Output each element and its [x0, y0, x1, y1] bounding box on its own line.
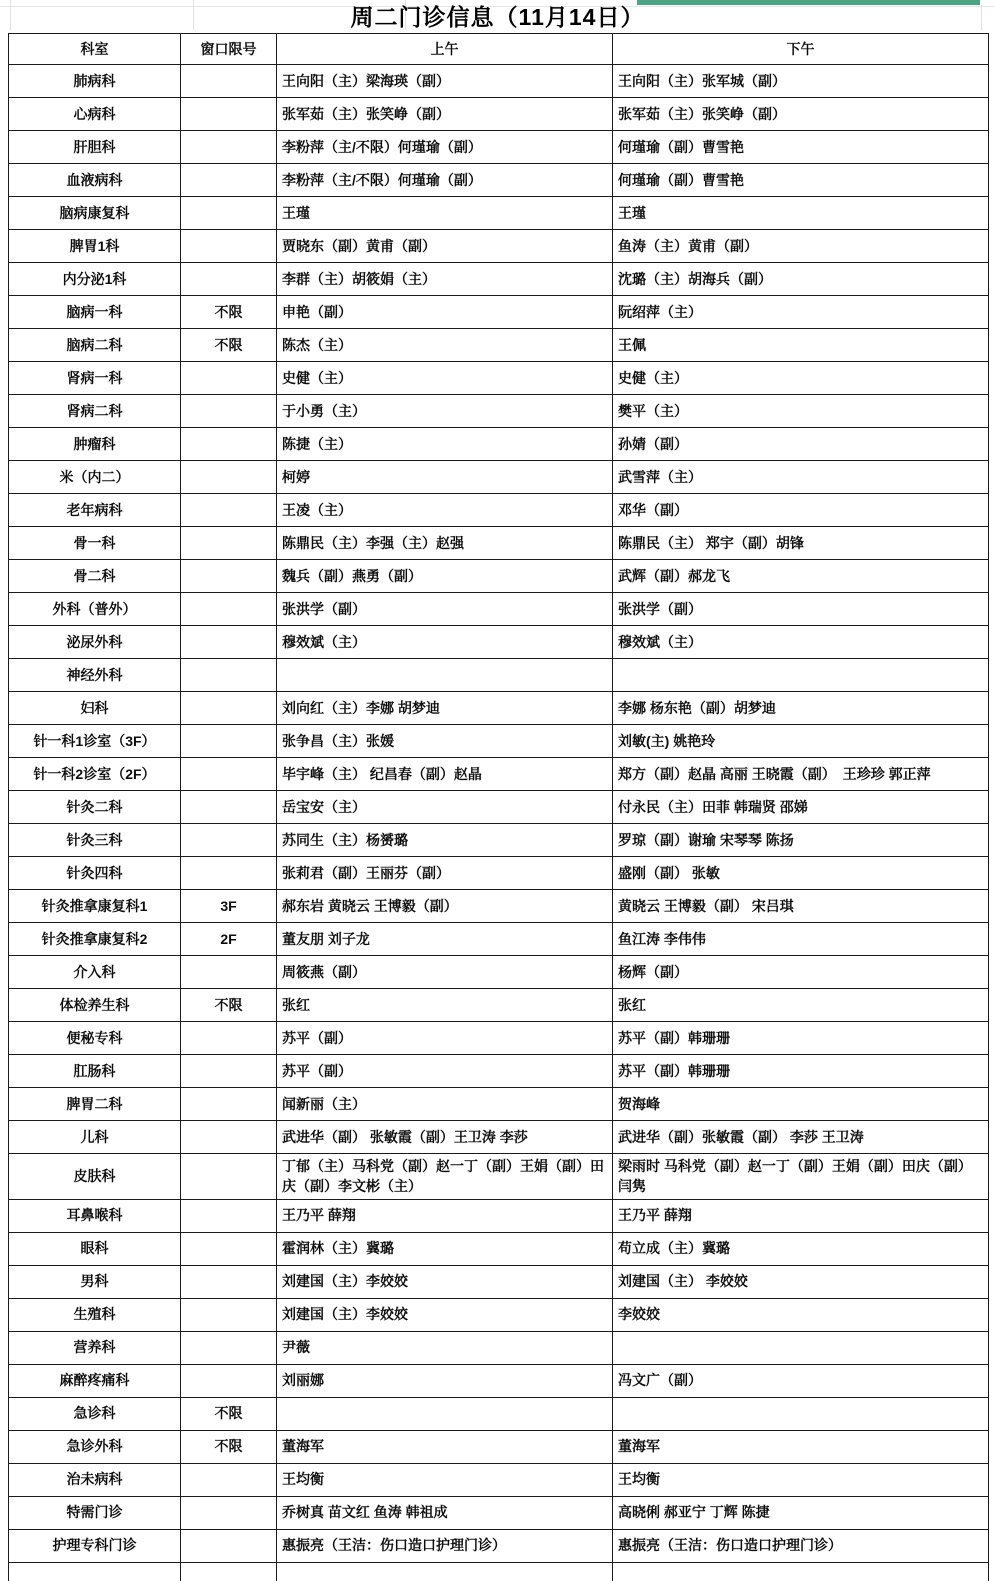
table-row [9, 1055, 989, 1088]
cell-morning: 刘建国（主）李姣姣 [277, 1298, 613, 1331]
cell-afternoon: 王瑾 [613, 197, 989, 230]
cell-department: 体检养生科 [9, 989, 181, 1022]
cell-afternoon: 沈璐（主）胡海兵（副） [613, 263, 989, 296]
cell-afternoon: 贺海峰 [613, 1088, 989, 1121]
cell-morning: 王瑾 [277, 197, 613, 230]
table-row [9, 857, 989, 890]
cell-window-limit [181, 131, 277, 164]
cell-window-limit [181, 791, 277, 824]
cell-department: 血液病科 [9, 164, 181, 197]
cell-window-limit [181, 164, 277, 197]
cell-window-limit [181, 1331, 277, 1364]
cell-window-limit [181, 362, 277, 395]
cell-window-limit [181, 494, 277, 527]
cell-morning: 张莉君（副）王丽芬（副） [277, 857, 613, 890]
cell-afternoon: 樊平（主） [613, 395, 989, 428]
cell-department: 妇科 [9, 692, 181, 725]
table-row [9, 890, 989, 923]
cell-afternoon: 阮绍萍（主） [613, 296, 989, 329]
cell-morning: 柯婷 [277, 461, 613, 494]
cell-window-limit [181, 857, 277, 890]
table-row [9, 725, 989, 758]
cell-afternoon: 郑方（副）赵晶 高丽 王晓霞（副） 王珍珍 郭正萍 [613, 758, 989, 791]
table-row [9, 593, 989, 626]
cell-afternoon: 武雪萍（主） [613, 461, 989, 494]
cell-window-limit: 3F [181, 890, 277, 923]
cell-department: 麻醉疼痛科 [9, 1364, 181, 1397]
cell-afternoon: 罗琼（副）谢瑜 宋琴琴 陈扬 [613, 824, 989, 857]
cell-department: 针灸推拿康复科2 [9, 923, 181, 956]
cell-window-limit [181, 1232, 277, 1265]
table-row [9, 527, 989, 560]
cell-morning: 陈捷（主） [277, 428, 613, 461]
cell-department: 泌尿外科 [9, 626, 181, 659]
cell-morning: 闻新丽（主） [277, 1088, 613, 1121]
cell-department: 骨一科 [9, 527, 181, 560]
table-row [9, 1265, 989, 1298]
table-row [9, 1496, 989, 1529]
cell-window-limit [181, 98, 277, 131]
table-row [9, 494, 989, 527]
cell-afternoon: 冯文广（副） [613, 1364, 989, 1397]
header-morning: 上午 [277, 34, 613, 65]
cell-morning: 尹薇 [277, 1331, 613, 1364]
outpatient-schedule-table [8, 33, 989, 1581]
cell-department: 脾胃二科 [9, 1088, 181, 1121]
cell-department: 急诊外科 [9, 1430, 181, 1463]
cell-morning: 李粉萍（主/不限）何瑾瑜（副） [277, 164, 613, 197]
table-row [9, 1430, 989, 1463]
cell-window-limit [181, 527, 277, 560]
table-row [9, 461, 989, 494]
cell-afternoon: 孙婧（副） [613, 428, 989, 461]
table-row [9, 1154, 989, 1200]
cell-window-limit [181, 824, 277, 857]
cell-window-limit [181, 1121, 277, 1154]
cell-afternoon: 黄晓云 王博毅（副） 宋吕琪 [613, 890, 989, 923]
cell-department: 肿瘤科 [9, 428, 181, 461]
cell-afternoon: 史健（主） [613, 362, 989, 395]
cell-department: 肾病一科 [9, 362, 181, 395]
cell-department: 肛肠科 [9, 1055, 181, 1088]
cell-afternoon: 何瑾瑜（副）曹雪艳 [613, 164, 989, 197]
cell-morning: 郝东岩 黄晓云 王博毅（副） [277, 890, 613, 923]
cell-department: 脑病二科 [9, 329, 181, 362]
cell-window-limit [181, 230, 277, 263]
table-row [9, 1088, 989, 1121]
table-row [9, 1199, 989, 1232]
cell-department: 肺病科 [9, 65, 181, 98]
cell-window-limit [181, 1364, 277, 1397]
table-row [9, 1022, 989, 1055]
table-row [9, 626, 989, 659]
table-row [9, 1529, 989, 1562]
table-row [9, 758, 989, 791]
cell-afternoon: 盛刚（副） 张敏 [613, 857, 989, 890]
cell-afternoon: 苏平（副）韩珊珊 [613, 1055, 989, 1088]
cell-afternoon: 刘建国（主） 李姣姣 [613, 1265, 989, 1298]
cell-department: 脑病康复科 [9, 197, 181, 230]
cell-afternoon: 李娜 杨东艳（副）胡梦迪 [613, 692, 989, 725]
cell-morning: 王均衡 [277, 1463, 613, 1496]
table-row [9, 296, 989, 329]
cell-morning: 穆效斌（主） [277, 626, 613, 659]
cell-window-limit [181, 1088, 277, 1121]
cell-afternoon: 张红 [613, 989, 989, 1022]
cell-afternoon: 刘敏(主) 姚艳玲 [613, 725, 989, 758]
cell-morning: 刘向红（主）李娜 胡梦迪 [277, 692, 613, 725]
cell-afternoon [613, 1331, 989, 1364]
table-row [9, 230, 989, 263]
cell-department: 针一科1诊室（3F） [9, 725, 181, 758]
cell-morning: 乔树真 苗文红 鱼涛 韩祖成 [277, 1496, 613, 1529]
cell-window-limit: 不限 [181, 329, 277, 362]
cell-morning: 张争昌（主）张媛 [277, 725, 613, 758]
cell-afternoon: 何瑾瑜（副）曹雪艳 [613, 131, 989, 164]
cell-afternoon: 杨辉（副） [613, 956, 989, 989]
cell-morning [277, 659, 613, 692]
cell-afternoon: 武辉（副）郝龙飞 [613, 560, 989, 593]
cell-department: 神经外科 [9, 659, 181, 692]
table-row [9, 692, 989, 725]
cell-afternoon: 陈鼎民（主） 郑宇（副）胡锋 [613, 527, 989, 560]
cell-window-limit [181, 593, 277, 626]
cell-morning: 董友朋 刘子龙 [277, 923, 613, 956]
cell-department: 针一科2诊室（2F） [9, 758, 181, 791]
cell-morning: 王向阳（主）梁海瑛（副） [277, 65, 613, 98]
cell-morning: 董海军 [277, 1430, 613, 1463]
cell-department: 针灸三科 [9, 824, 181, 857]
cell-window-limit [181, 692, 277, 725]
cell-afternoon: 梁雨时 马科党（副）赵一丁（副）王娟（副）田庆（副）闫隽 [613, 1154, 989, 1200]
cell-department: 眼科 [9, 1232, 181, 1265]
table-row [9, 1331, 989, 1364]
cell-department: 内分泌1科 [9, 263, 181, 296]
empty-cell [613, 1562, 989, 1581]
cell-department: 骨二科 [9, 560, 181, 593]
cell-morning: 王凌（主） [277, 494, 613, 527]
cell-window-limit: 2F [181, 923, 277, 956]
cell-department: 生殖科 [9, 1298, 181, 1331]
cell-morning: 张洪学（副） [277, 593, 613, 626]
empty-cell [9, 1562, 181, 1581]
table-row [9, 824, 989, 857]
cell-afternoon: 付永民（主）田菲 韩瑞贤 邵娣 [613, 791, 989, 824]
cell-afternoon [613, 659, 989, 692]
cell-department: 肝胆科 [9, 131, 181, 164]
table-row [9, 395, 989, 428]
cell-morning: 武进华（副） 张敏霞（副）王卫涛 李莎 [277, 1121, 613, 1154]
schedule-body [9, 65, 989, 1563]
cell-window-limit [181, 758, 277, 791]
cell-morning: 刘丽娜 [277, 1364, 613, 1397]
cell-morning: 于小勇（主） [277, 395, 613, 428]
cell-afternoon: 穆效斌（主） [613, 626, 989, 659]
table-row [9, 1121, 989, 1154]
cell-afternoon: 王均衡 [613, 1463, 989, 1496]
cell-afternoon: 鱼涛（主）黄甫（副） [613, 230, 989, 263]
table-row [9, 65, 989, 98]
cell-afternoon: 张军茹（主）张笑峥（副） [613, 98, 989, 131]
table-row [9, 1364, 989, 1397]
cell-morning: 申艳（副） [277, 296, 613, 329]
cell-window-limit [181, 725, 277, 758]
cell-department: 皮肤科 [9, 1154, 181, 1200]
cell-window-limit [181, 197, 277, 230]
cell-afternoon: 王向阳（主）张军城（副） [613, 65, 989, 98]
cell-department: 针灸推拿康复科1 [9, 890, 181, 923]
cell-morning: 贾晓东（副）黄甫（副） [277, 230, 613, 263]
cell-afternoon: 苟立成（主）冀璐 [613, 1232, 989, 1265]
table-row [9, 131, 989, 164]
cell-department: 米（内二） [9, 461, 181, 494]
cell-window-limit [181, 263, 277, 296]
cell-window-limit: 不限 [181, 1397, 277, 1430]
cell-morning: 陈鼎民（主）李强（主）赵强 [277, 527, 613, 560]
cell-department: 耳鼻喉科 [9, 1199, 181, 1232]
cell-morning: 魏兵（副）燕勇（副） [277, 560, 613, 593]
cell-window-limit [181, 1199, 277, 1232]
cell-window-limit: 不限 [181, 989, 277, 1022]
cell-morning: 惠振亮（王洁：伤口造口护理门诊） [277, 1529, 613, 1562]
cell-window-limit [181, 395, 277, 428]
header-row [9, 34, 989, 65]
table-row [9, 989, 989, 1022]
cell-morning: 张红 [277, 989, 613, 1022]
table-row [9, 1397, 989, 1430]
table-row [9, 98, 989, 131]
table-row [9, 923, 989, 956]
cell-morning: 岳宝安（主） [277, 791, 613, 824]
cell-afternoon: 武进华（副）张敏霞（副） 李莎 王卫涛 [613, 1121, 989, 1154]
table-row [9, 560, 989, 593]
cell-morning: 毕宇峰（主） 纪昌春（副）赵晶 [277, 758, 613, 791]
table-row [9, 329, 989, 362]
cell-department: 脑病一科 [9, 296, 181, 329]
cell-morning: 陈杰（主） [277, 329, 613, 362]
cell-department: 男科 [9, 1265, 181, 1298]
cell-window-limit [181, 461, 277, 494]
cell-morning: 李粉萍（主/不限）何瑾瑜（副） [277, 131, 613, 164]
cell-afternoon: 苏平（副）韩珊珊 [613, 1022, 989, 1055]
cell-window-limit: 不限 [181, 1430, 277, 1463]
cell-afternoon: 邓华（副） [613, 494, 989, 527]
empty-cell [181, 1562, 277, 1581]
header-department: 科室 [9, 34, 181, 65]
table-row [9, 1463, 989, 1496]
cell-department: 儿科 [9, 1121, 181, 1154]
cell-morning: 丁郁（主）马科党（副）赵一丁（副）王娟（副）田庆（副）李文彬（主） [277, 1154, 613, 1200]
cell-department: 针灸二科 [9, 791, 181, 824]
table-row [9, 362, 989, 395]
table-row [9, 791, 989, 824]
table-row [9, 164, 989, 197]
cell-department: 肾病二科 [9, 395, 181, 428]
cell-afternoon: 鱼江涛 李伟伟 [613, 923, 989, 956]
cell-morning: 苏平（副） [277, 1055, 613, 1088]
cell-morning: 张军茹（主）张笑峥（副） [277, 98, 613, 131]
cell-window-limit [181, 560, 277, 593]
table-row [9, 956, 989, 989]
cell-window-limit [181, 65, 277, 98]
cell-window-limit [181, 1055, 277, 1088]
cell-morning: 霍润林（主）冀璐 [277, 1232, 613, 1265]
cell-window-limit [181, 659, 277, 692]
empty-cell [277, 1562, 613, 1581]
cell-department: 护理专科门诊 [9, 1529, 181, 1562]
cell-morning: 周筱燕（副） [277, 956, 613, 989]
cell-department: 便秘专科 [9, 1022, 181, 1055]
cell-window-limit [181, 1265, 277, 1298]
cell-afternoon: 张洪学（副） [613, 593, 989, 626]
cell-department: 脾胃1科 [9, 230, 181, 263]
partial-next-row [9, 1562, 989, 1581]
cell-morning: 苏平（副） [277, 1022, 613, 1055]
cell-window-limit [181, 956, 277, 989]
cell-morning: 苏同生（主）杨赟璐 [277, 824, 613, 857]
cell-department: 治未病科 [9, 1463, 181, 1496]
cell-department: 老年病科 [9, 494, 181, 527]
cell-morning: 王乃平 薛翔 [277, 1199, 613, 1232]
cell-window-limit [181, 1529, 277, 1562]
cell-department: 心病科 [9, 98, 181, 131]
cell-afternoon: 惠振亮（王洁：伤口造口护理门诊） [613, 1529, 989, 1562]
cell-afternoon: 高晓俐 郝亚宁 丁辉 陈捷 [613, 1496, 989, 1529]
cell-department: 营养科 [9, 1331, 181, 1364]
table-row [9, 263, 989, 296]
cell-afternoon [613, 1397, 989, 1430]
table-row [9, 1298, 989, 1331]
table-row [9, 428, 989, 461]
table-row [9, 197, 989, 230]
cell-window-limit [181, 1154, 277, 1200]
cell-window-limit [181, 1496, 277, 1529]
cell-morning: 李群（主）胡筱娟（主） [277, 263, 613, 296]
cell-window-limit [181, 626, 277, 659]
header-afternoon: 下午 [613, 34, 989, 65]
cell-afternoon: 王乃平 薛翔 [613, 1199, 989, 1232]
cell-department: 特需门诊 [9, 1496, 181, 1529]
cell-department: 外科（普外） [9, 593, 181, 626]
cell-morning: 刘建国（主）李姣姣 [277, 1265, 613, 1298]
cell-afternoon: 王佩 [613, 329, 989, 362]
cell-window-limit: 不限 [181, 296, 277, 329]
cell-window-limit [181, 428, 277, 461]
cell-window-limit [181, 1463, 277, 1496]
table-row [9, 1232, 989, 1265]
header-window-limit: 窗口限号 [181, 34, 277, 65]
cell-morning: 史健（主） [277, 362, 613, 395]
cell-afternoon: 李姣姣 [613, 1298, 989, 1331]
cell-window-limit [181, 1298, 277, 1331]
cell-afternoon: 董海军 [613, 1430, 989, 1463]
cell-window-limit [181, 1022, 277, 1055]
cell-department: 介入科 [9, 956, 181, 989]
table-row [9, 659, 989, 692]
page-title: 周二门诊信息（11月14日） [350, 4, 645, 30]
cell-morning [277, 1397, 613, 1430]
cell-department: 针灸四科 [9, 857, 181, 890]
cell-department: 急诊科 [9, 1397, 181, 1430]
